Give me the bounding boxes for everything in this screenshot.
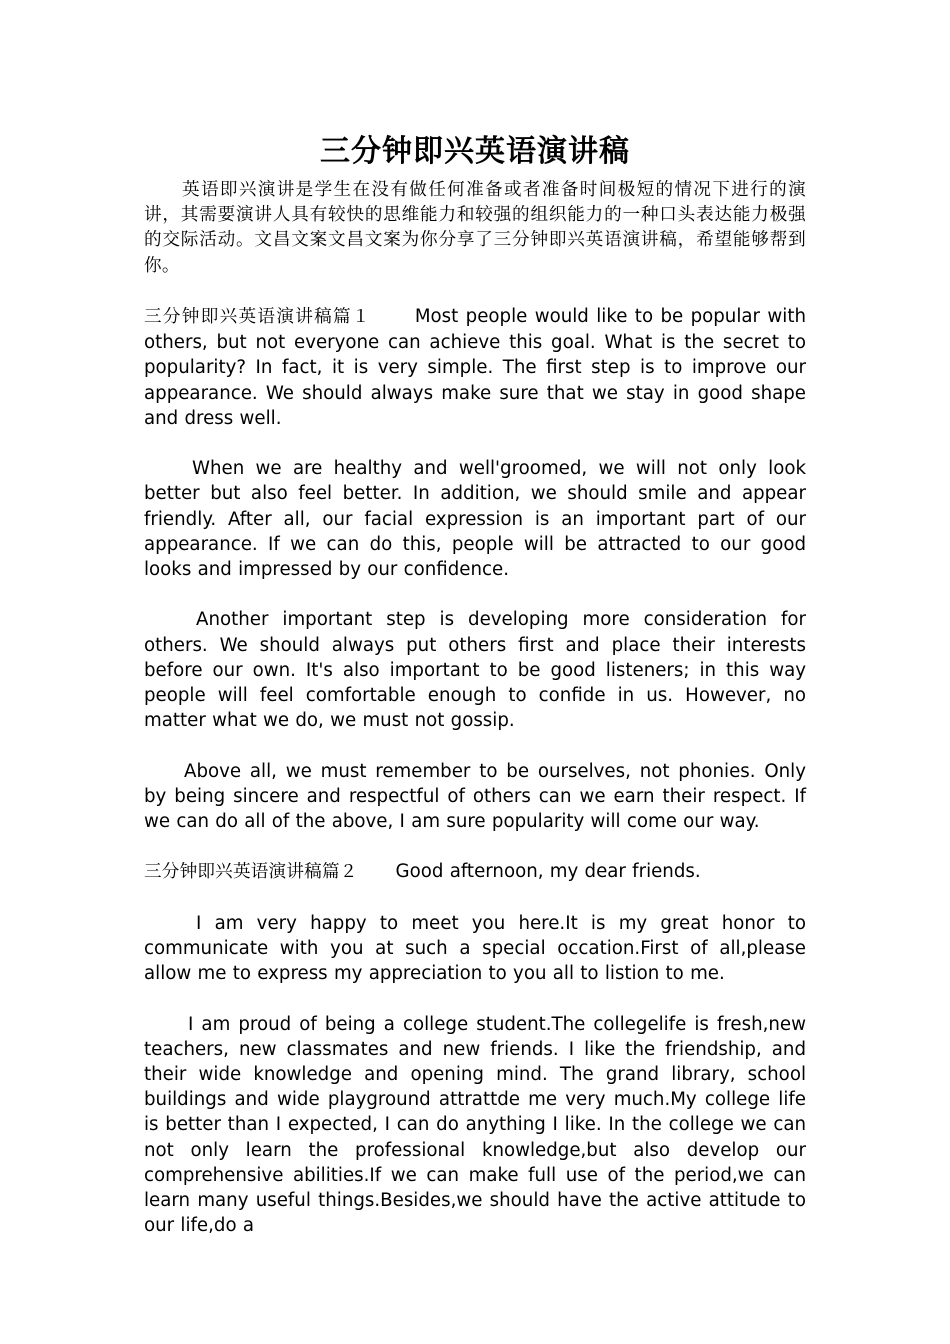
spacer (144, 834, 806, 859)
speech1-paragraph-1: Most people would like to be popular with others, but not everyone can achieve this goal. What is the secret to popularity? In fact, it is very simple. The first step is to improve our appearance. We should always make sure that we stay in good shape and dress well. (144, 306, 806, 429)
speech1-paragraph-2: When we are healthy and well'groomed, we will not only look better but also feel better. In addition, we should smile and appear friendly. After all, our facial expression is an important part of our appearance. If we can do this, people will be attracted to our good looks and impressed by our confidence. (144, 458, 806, 581)
spacer (144, 431, 806, 456)
spacer (144, 582, 806, 607)
speech2-heading: 三分钟即兴英语演讲稿篇２ (144, 862, 358, 883)
spacer (144, 886, 806, 911)
speech2-first-paragraph (144, 859, 806, 885)
document-title: 三分钟即兴英语演讲稿 (320, 134, 630, 169)
speech1-paragraph-3: Another important step is developing more consideration for others. We should always put others first and place their interests before our own. It's also important to be good listeners; in this way people will feel comfortable enough to confide in us. However, no matter what we do, we must not gossip. (144, 609, 806, 732)
document-page (144, 126, 806, 1238)
spacer (144, 279, 806, 304)
speech1-heading: 三分钟即兴英语演讲稿篇１ (144, 307, 371, 327)
speech2-paragraph-3: I am proud of being a college student.The collegelife is fresh,new teachers, new classmates and new friends. I like the friendship, and their wide knowledge and opening mind. The grand library, school buildings and wide playground attrattde me very much.My college life is better than I expected, I can do anything I like. In the college we can not only learn the professional knowledge,but also develop our comprehensive abilities.If we can make full use of the period,we can learn many useful things.Besides,we should have the active attitude to our life,do a (144, 1013, 806, 1237)
speech1-first-paragraph (144, 304, 806, 431)
speech1-paragraph-4: Above all, we must remember to be ourselves, not phonies. Only by being sincere and respectful of others can we earn their respect. If we can do all of the above, I am sure popularity will come our way. (144, 760, 806, 833)
speech2-paragraph-2: I am very happy to meet you here.It is my great honor to communicate with you at such a special occation.First of all,please allow me to express my appreciation to you all to listion to me. (144, 912, 806, 985)
speech2-paragraph-1: Good afternoon, my dear friends. (395, 861, 701, 883)
spacer (144, 986, 806, 1011)
spacer (144, 733, 806, 758)
intro-paragraph: 英语即兴演讲是学生在没有做任何准备或者准备时间极短的情况下进行的演讲，其需要演讲人具有较快的思维能力和较强的组织能力的一种口头表达能力极强的交际活动。文昌文案文昌文案为你分享了三分钟即兴英语演讲稿，希望能够帮到你。 (144, 180, 806, 276)
